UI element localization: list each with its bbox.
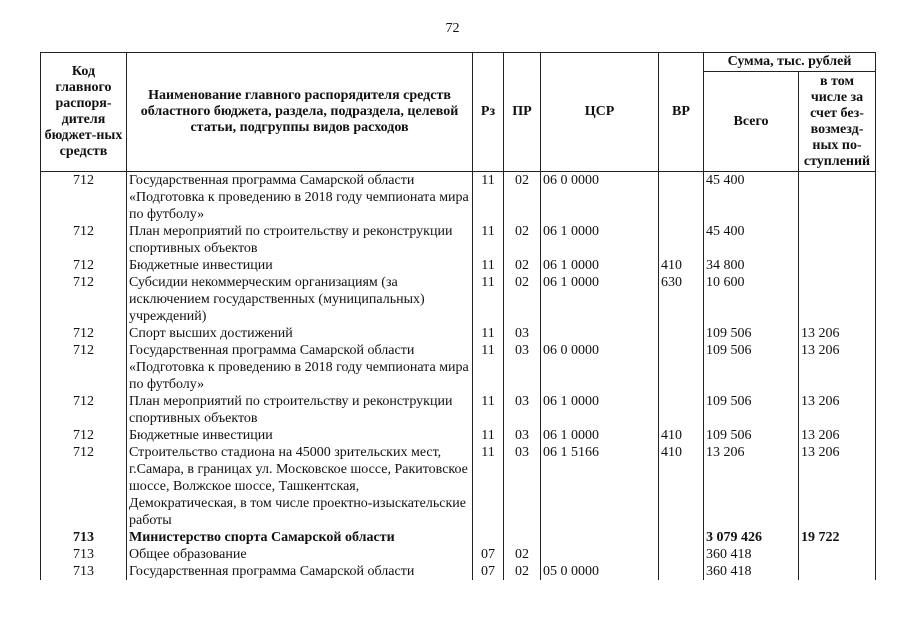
table-row — [41, 546, 876, 563]
cell-pr: 02 — [504, 563, 541, 580]
cell-incl — [799, 172, 876, 224]
cell-code: 712 — [41, 172, 127, 224]
cell-rz: 11 — [473, 223, 504, 257]
cell-csr — [541, 529, 659, 546]
cell-vr — [659, 223, 704, 257]
table-row — [41, 444, 876, 529]
cell-vr: 630 — [659, 274, 704, 325]
cell-pr: 02 — [504, 172, 541, 224]
cell-vr: 410 — [659, 427, 704, 444]
cell-csr: 06 1 0000 — [541, 223, 659, 257]
cell-pr: 02 — [504, 257, 541, 274]
header-row — [41, 53, 876, 72]
cell-code: 713 — [41, 546, 127, 563]
cell-name: План мероприятий по строительству и реконструкции спортивных объектов — [127, 393, 473, 427]
cell-code: 712 — [41, 342, 127, 393]
cell-incl: 19 722 — [799, 529, 876, 546]
table-row — [41, 257, 876, 274]
cell-rz: 11 — [473, 342, 504, 393]
cell-csr — [541, 325, 659, 342]
cell-name: Строительство стадиона на 45000 зрительских мест, г.Самара, в границах ул. Московское шоссе, Ракитовское шоссе, Волжское шоссе, Ташкентская, Демократическая, в том числе проектно-изыскательские работы — [127, 444, 473, 529]
cell-incl — [799, 223, 876, 257]
cell-code: 712 — [41, 393, 127, 427]
col-header-vr: ВР — [659, 53, 704, 172]
table-body — [41, 172, 876, 581]
cell-pr: 02 — [504, 274, 541, 325]
cell-rz: 11 — [473, 393, 504, 427]
cell-name: Бюджетные инвестиции — [127, 257, 473, 274]
cell-incl: 13 206 — [799, 427, 876, 444]
cell-incl: 13 206 — [799, 393, 876, 427]
cell-name: Министерство спорта Самарской области — [127, 529, 473, 546]
cell-code: 712 — [41, 427, 127, 444]
page-number: 72 — [445, 21, 460, 36]
table-row — [41, 172, 876, 224]
cell-csr: 06 1 0000 — [541, 274, 659, 325]
cell-total: 3 079 426 — [704, 529, 799, 546]
cell-csr: 05 0 0000 — [541, 563, 659, 580]
cell-name: Общее образование — [127, 546, 473, 563]
cell-total: 109 506 — [704, 342, 799, 393]
cell-pr: 03 — [504, 325, 541, 342]
cell-total: 13 206 — [704, 444, 799, 529]
table-row — [41, 427, 876, 444]
cell-pr: 03 — [504, 427, 541, 444]
table-row — [41, 325, 876, 342]
cell-vr — [659, 529, 704, 546]
cell-vr — [659, 325, 704, 342]
cell-incl: 13 206 — [799, 342, 876, 393]
cell-csr: 06 1 0000 — [541, 393, 659, 427]
cell-csr — [541, 546, 659, 563]
cell-total: 109 506 — [704, 427, 799, 444]
cell-code: 712 — [41, 325, 127, 342]
cell-total: 109 506 — [704, 393, 799, 427]
cell-name: Субсидии некоммерческим организациям (за исключением государственных (муниципальных) учреждений) — [127, 274, 473, 325]
cell-name: Бюджетные инвестиции — [127, 427, 473, 444]
budget-table — [40, 52, 876, 580]
col-header-sum-group: Сумма, тыс. рублей — [704, 53, 876, 72]
cell-vr: 410 — [659, 257, 704, 274]
cell-code: 713 — [41, 563, 127, 580]
cell-incl — [799, 546, 876, 563]
cell-code: 713 — [41, 529, 127, 546]
cell-code: 712 — [41, 223, 127, 257]
table-row — [41, 529, 876, 546]
cell-vr — [659, 342, 704, 393]
cell-name: План мероприятий по строительству и реконструкции спортивных объектов — [127, 223, 473, 257]
cell-code: 712 — [41, 444, 127, 529]
table-row — [41, 274, 876, 325]
cell-total: 45 400 — [704, 223, 799, 257]
cell-name: Государственная программа Самарской области «Подготовка к проведению в 2018 году чемпионата мира по футболу» — [127, 172, 473, 224]
cell-csr: 06 1 5166 — [541, 444, 659, 529]
cell-total: 34 800 — [704, 257, 799, 274]
cell-pr: 02 — [504, 546, 541, 563]
col-header-code: Код главного распоря-дителя бюджет-ных средств — [41, 53, 127, 172]
cell-code: 712 — [41, 257, 127, 274]
cell-vr — [659, 546, 704, 563]
cell-rz: 11 — [473, 444, 504, 529]
cell-csr: 06 0 0000 — [541, 342, 659, 393]
cell-rz: 11 — [473, 257, 504, 274]
cell-total: 360 418 — [704, 546, 799, 563]
cell-vr: 410 — [659, 444, 704, 529]
cell-vr — [659, 172, 704, 224]
cell-rz: 07 — [473, 546, 504, 563]
cell-vr — [659, 393, 704, 427]
cell-incl — [799, 257, 876, 274]
col-header-rz: Рз — [473, 53, 504, 172]
cell-name: Спорт высших достижений — [127, 325, 473, 342]
cell-rz: 11 — [473, 274, 504, 325]
cell-rz — [473, 529, 504, 546]
cell-incl — [799, 563, 876, 580]
cell-total: 10 600 — [704, 274, 799, 325]
cell-pr: 03 — [504, 393, 541, 427]
cell-rz: 07 — [473, 563, 504, 580]
cell-code: 712 — [41, 274, 127, 325]
col-header-incl: в том числе за счет без-возмезд-ных по-ступлений — [799, 72, 876, 172]
cell-name: Государственная программа Самарской области — [127, 563, 473, 580]
table-row — [41, 393, 876, 427]
cell-rz: 11 — [473, 325, 504, 342]
cell-pr: 02 — [504, 223, 541, 257]
cell-vr — [659, 563, 704, 580]
cell-rz: 11 — [473, 172, 504, 224]
table-row — [41, 342, 876, 393]
cell-pr: 03 — [504, 444, 541, 529]
col-header-total: Всего — [704, 72, 799, 172]
col-header-pr: ПР — [504, 53, 541, 172]
col-header-name: Наименование главного распорядителя средств областного бюджета, раздела, подраздела, целевой статьи, подгруппы видов расходов — [127, 53, 473, 172]
cell-csr: 06 1 0000 — [541, 427, 659, 444]
cell-pr — [504, 529, 541, 546]
table-row — [41, 563, 876, 580]
table-row — [41, 223, 876, 257]
cell-total: 360 418 — [704, 563, 799, 580]
cell-incl: 13 206 — [799, 325, 876, 342]
cell-name: Государственная программа Самарской области «Подготовка к проведению в 2018 году чемпионата мира по футболу» — [127, 342, 473, 393]
cell-total: 45 400 — [704, 172, 799, 224]
cell-rz: 11 — [473, 427, 504, 444]
cell-total: 109 506 — [704, 325, 799, 342]
cell-incl: 13 206 — [799, 444, 876, 529]
cell-incl — [799, 274, 876, 325]
col-header-csr: ЦСР — [541, 53, 659, 172]
cell-pr: 03 — [504, 342, 541, 393]
cell-csr: 06 0 0000 — [541, 172, 659, 224]
cell-csr: 06 1 0000 — [541, 257, 659, 274]
